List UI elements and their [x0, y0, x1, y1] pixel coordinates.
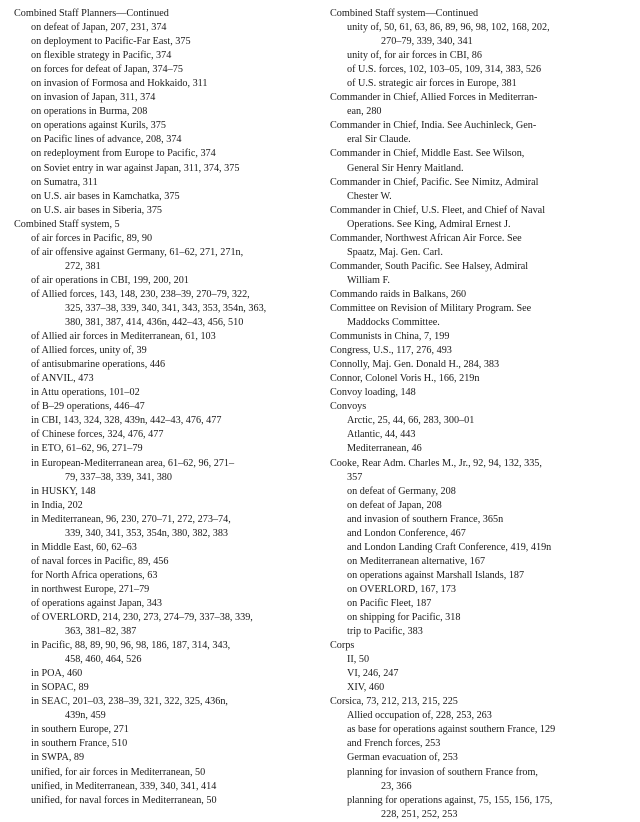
index-subentry-in-india-202 [14, 499, 314, 513]
entry-text: in India, 202 [31, 499, 83, 511]
entry-text: Connolly, Maj. Gen. Donald H., 284, 383 [330, 359, 500, 371]
entry-text: on defeat of Japan, 207, 231, 374 [31, 22, 167, 34]
entry-continuation: William F. [347, 274, 390, 286]
index-subentry-for-north-africa-operations-63 [14, 569, 314, 583]
entry-text: as base for operations against southern France, 129 [347, 724, 556, 736]
index-subentry-of-air-operations-in-cbi-199-200-201 [14, 274, 314, 288]
index-subentry-in-husky-148 [14, 485, 314, 499]
entry-text: unified, in Mediterranean, 339, 340, 341, 414 [31, 780, 217, 792]
entry-text: and French forces, 253 [347, 738, 441, 750]
index-subentry-in-pacific-88-89-90-96-98-186-187-314-34 [14, 639, 314, 667]
index-subentry-on-flexible-strategy-in-pacific-374 [14, 49, 314, 63]
entry-text: in southern France, 510 [31, 738, 128, 750]
entry-continuation: 363, 381–82, 387 [65, 626, 137, 638]
index-heading-corsica-73-212-213-215-225 [330, 695, 630, 709]
index-heading-combined-staff-system-continued [330, 7, 630, 21]
entry-text: on defeat of Japan, 208 [347, 499, 442, 511]
index-subentry-on-mediterranean-alternative-167 [330, 555, 630, 569]
entry-text: on U.S. air bases in Siberia, 375 [31, 204, 163, 216]
index-subentry-allied-occupation-of-228-253-263 [330, 709, 630, 723]
entry-text: Commander in Chief, U.S. Fleet, and Chief of Naval [330, 204, 546, 216]
entry-text: on OVERLORD, 167, 173 [347, 583, 456, 595]
entry-continuation: 380, 381, 387, 414, 436n, 442–43, 456, 510 [65, 317, 244, 329]
entry-text: in northwest Europe, 271–79 [31, 583, 150, 595]
entry-text: Communists in China, 7, 199 [330, 331, 450, 343]
entry-continuation: 458, 460, 464, 526 [65, 654, 142, 666]
index-subentry-on-defeat-of-germany-208 [330, 485, 630, 499]
entry-text: Commander, South Pacific. See Halsey, Admiral [330, 260, 529, 272]
index-subentry-on-soviet-entry-in-war-against-japan-311 [14, 162, 314, 176]
index-subentry-of-anvil-473 [14, 372, 314, 386]
entry-text: Cooke, Rear Adm. Charles M., Jr., 92, 94, 132, 335, [330, 457, 542, 469]
index-subentry-and-london-landing-craft-conference-419- [330, 541, 630, 555]
index-subentry-in-eto-61-62-96-271-79 [14, 442, 314, 456]
entry-text: in SEAC, 201–03, 238–39, 321, 322, 325, 436n, [31, 696, 228, 708]
entry-continuation: eral Sir Claude. [347, 134, 411, 146]
index-subentry-of-allied-air-forces-in-mediterranean-61 [14, 330, 314, 344]
index-subentry-of-overlord-214-230-273-274-79-337-38-33 [14, 611, 314, 639]
index-subentry-unity-of-for-air-forces-in-cbi-86 [330, 49, 630, 63]
index-subentry-vi-246-247 [330, 667, 630, 681]
index-subentry-on-defeat-of-japan-207-231-374 [14, 21, 314, 35]
index-subentry-of-air-offensive-against-germany-61-62-2 [14, 246, 314, 274]
entry-text: unity of, for air forces in CBI, 86 [347, 50, 482, 62]
index-subentry-on-overlord-167-173 [330, 583, 630, 597]
index-subentry-in-mediterranean-96-230-270-71-272-273-7 [14, 513, 314, 541]
entry-text: of B–29 operations, 446–47 [31, 401, 145, 413]
entry-text: German evacuation of, 253 [347, 752, 458, 764]
entry-text: trip to Pacific, 383 [347, 626, 423, 638]
entry-text: on Soviet entry in war against Japan, 311, 374, 375 [31, 162, 240, 174]
index-subentry-xiv-460 [330, 681, 630, 695]
entry-text: of air operations in CBI, 199, 200, 201 [31, 274, 189, 286]
entry-continuation: Spaatz, Maj. Gen. Carl. [347, 246, 443, 258]
index-subentry-as-base-for-operations-against-southern- [330, 723, 630, 737]
entry-text: on Pacific lines of advance, 208, 374 [31, 134, 182, 146]
entry-continuation: Maddocks Committee. [347, 317, 440, 329]
index-subentry-and-french-forces-253 [330, 737, 630, 751]
index-subentry-on-operations-against-kurils-375 [14, 119, 314, 133]
entry-continuation: 79, 337–38, 339, 341, 380 [65, 471, 172, 483]
index-subentry-in-sopac-89 [14, 681, 314, 695]
entry-text: on Pacific Fleet, 187 [347, 597, 432, 609]
index-subentry-on-deployment-to-pacific-far-east-375 [14, 35, 314, 49]
entry-text: Commander in Chief, India. See Auchinleck, Gen- [330, 120, 537, 132]
index-heading-connolly-maj-gen-donald-h-284-383 [330, 358, 630, 372]
index-subentry-on-invasion-of-formosa-and-hokkaido-311 [14, 77, 314, 91]
entry-text: in Middle East, 60, 62–63 [31, 541, 137, 553]
entry-text: planning for operations against, 75, 155, 156, 175, [347, 794, 553, 806]
index-subentry-on-redeployment-from-europe-to-pacific-3 [14, 147, 314, 161]
entry-text: of Chinese forces, 324, 476, 477 [31, 429, 164, 441]
index-subentry-in-cbi-143-324-328-439n-442-43-476-477 [14, 414, 314, 428]
entry-text: of air forces in Pacific, 89, 90 [31, 232, 153, 244]
index-subentry-on-u-s-air-bases-in-kamchatka-375 [14, 190, 314, 204]
entry-text: in CBI, 143, 324, 328, 439n, 442–43, 476, 477 [31, 415, 222, 427]
entry-text: planning for invasion of southern France from, [347, 766, 538, 778]
entry-text: Combined Staff system—Continued [330, 8, 479, 19]
entry-text: of operations against Japan, 343 [31, 597, 162, 609]
index-subentry-in-northwest-europe-271-79 [14, 583, 314, 597]
entry-continuation: 23, 366 [381, 780, 412, 792]
entry-text: for North Africa operations, 63 [31, 569, 158, 581]
entry-text: of Allied forces, unity of, 39 [31, 345, 147, 357]
index-subentry-on-invasion-of-japan-311-374 [14, 91, 314, 105]
index-subentry-on-defeat-of-japan-208 [330, 499, 630, 513]
entry-text: on flexible strategy in Pacific, 374 [31, 50, 172, 62]
index-subentry-and-invasion-of-southern-france-365n [330, 513, 630, 527]
entry-text: in Attu operations, 101–02 [31, 387, 140, 399]
entry-text: in HUSKY, 148 [31, 485, 96, 497]
index-heading-commander-northwest-african-air-force-se [330, 232, 630, 260]
entry-continuation: 272, 381 [65, 260, 101, 272]
index-column-left [14, 7, 314, 808]
entry-continuation: 357 [347, 471, 363, 483]
index-subentry-of-chinese-forces-324-476-477 [14, 428, 314, 442]
index-subentry-on-forces-for-defeat-of-japan-374-75 [14, 63, 314, 77]
entry-text: on defeat of Germany, 208 [347, 485, 456, 497]
entry-text: on invasion of Japan, 311, 374 [31, 92, 156, 104]
entry-text: Committee on Revision of Military Program. See [330, 302, 532, 314]
entry-continuation: 325, 337–38, 339, 340, 341, 343, 353, 354n, 363, [65, 302, 267, 314]
entry-text: in Mediterranean, 96, 230, 270–71, 272, 273–74, [31, 513, 231, 525]
index-subentry-atlantic-44-443 [330, 428, 630, 442]
entry-text: Convoy loading, 148 [330, 387, 416, 399]
entry-continuation: General Sir Henry Maitland. [347, 162, 464, 174]
index-subentry-in-southern-europe-271 [14, 723, 314, 737]
entry-text: unified, for air forces in Mediterranean, 50 [31, 766, 206, 778]
entry-text: in Pacific, 88, 89, 90, 96, 98, 186, 187, 314, 343, [31, 640, 231, 652]
index-subentry-in-swpa-89 [14, 751, 314, 765]
entry-text: Mediterranean, 46 [347, 443, 422, 455]
entry-text: on forces for defeat of Japan, 374–75 [31, 64, 183, 76]
index-subentry-mediterranean-46 [330, 442, 630, 456]
entry-text: on deployment to Pacific-Far East, 375 [31, 36, 191, 48]
entry-text: Commander, Northwest African Air Force. See [330, 232, 522, 244]
index-subentry-of-operations-against-japan-343 [14, 597, 314, 611]
entry-continuation: Operations. See King, Admiral Ernest J. [347, 218, 511, 230]
index-heading-commander-in-chief-pacific-see-nimitz-ad [330, 176, 630, 204]
entry-continuation: ean, 280 [347, 106, 382, 118]
index-subentry-unity-of-50-61-63-86-89-96-98-102-168-20 [330, 21, 630, 49]
index-subentry-in-poa-460 [14, 667, 314, 681]
entry-text: unity of, 50, 61, 63, 86, 89, 96, 98, 102, 168, 202, [347, 22, 550, 34]
index-subentry-arctic-25-44-66-283-300-01 [330, 414, 630, 428]
entry-text: in SOPAC, 89 [31, 682, 89, 694]
index-subentry-on-pacific-fleet-187 [330, 597, 630, 611]
entry-text: of U.S. forces, 102, 103–05, 109, 314, 383, 526 [347, 64, 542, 76]
entry-text: in European-Mediterranean area, 61–62, 96, 271– [31, 457, 235, 469]
entry-continuation: 270–79, 339, 340, 341 [381, 36, 473, 48]
entry-text: on Mediterranean alternative, 167 [347, 555, 486, 567]
entry-text: II, 50 [347, 654, 370, 666]
entry-text: Commander in Chief, Middle East. See Wilson, [330, 148, 525, 160]
entry-text: Corps [330, 640, 355, 652]
entry-text: Combined Staff system, 5 [14, 218, 120, 230]
entry-text: of antisubmarine operations, 446 [31, 359, 166, 371]
index-heading-corps [330, 639, 630, 653]
index-subentry-german-evacuation-of-253 [330, 751, 630, 765]
index-heading-commander-in-chief-middle-east-see-wilso [330, 147, 630, 175]
entry-text: in southern Europe, 271 [31, 724, 129, 736]
entry-text: on Sumatra, 311 [31, 176, 98, 188]
index-subentry-trip-to-pacific-383 [330, 625, 630, 639]
entry-text: XIV, 460 [347, 682, 385, 694]
index-heading-commander-in-chief-allied-forces-in-medi [330, 91, 630, 119]
entry-text: in ETO, 61–62, 96, 271–79 [31, 443, 143, 455]
entry-text: of ANVIL, 473 [31, 373, 94, 385]
entry-text: Allied occupation of, 228, 253, 263 [347, 710, 492, 722]
entry-text: on operations against Marshall Islands, 187 [347, 569, 525, 581]
entry-text: of naval forces in Pacific, 89, 456 [31, 555, 169, 567]
entry-text: and invasion of southern France, 365n [347, 513, 504, 525]
entry-continuation: 228, 251, 252, 253 [381, 808, 458, 820]
index-heading-cooke-rear-adm-charles-m-jr-92-94-132-33 [330, 457, 630, 485]
index-heading-committee-on-revision-of-military-progra [330, 302, 630, 330]
index-subentry-of-u-s-forces-102-103-05-109-314-383-526 [330, 63, 630, 77]
index-subentry-unified-in-mediterranean-339-340-341-414 [14, 780, 314, 794]
entry-text: Atlantic, 44, 443 [347, 429, 416, 441]
index-subentry-on-sumatra-311 [14, 176, 314, 190]
entry-text: and London Landing Craft Conference, 419, 419n [347, 541, 552, 553]
entry-text: unified, for naval forces in Mediterranean, 50 [31, 794, 217, 806]
entry-text: on U.S. air bases in Kamchatka, 375 [31, 190, 180, 202]
index-subentry-of-allied-forces-143-148-230-238-39-270- [14, 288, 314, 330]
entry-text: VI, 246, 247 [347, 668, 399, 680]
index-subentry-on-operations-against-marshall-islands-1 [330, 569, 630, 583]
index-subentry-unified-for-air-forces-in-mediterranean- [14, 766, 314, 780]
entry-text: on invasion of Formosa and Hokkaido, 311 [31, 78, 208, 90]
entry-text: of Allied forces, 143, 148, 230, 238–39, 270–79, 322, [31, 288, 250, 300]
index-column-right [330, 7, 630, 822]
index-subentry-of-antisubmarine-operations-446 [14, 358, 314, 372]
entry-text: Combined Staff Planners—Continued [14, 8, 169, 19]
index-subentry-ii-50 [330, 653, 630, 667]
index-heading-convoys [330, 400, 630, 414]
entry-continuation: 339, 340, 341, 353, 354n, 380, 382, 383 [65, 527, 228, 539]
entry-text: of Allied air forces in Mediterranean, 61, 103 [31, 331, 216, 343]
index-subentry-on-operations-in-burma-208 [14, 105, 314, 119]
index-subentry-unified-for-naval-forces-in-mediterranea [14, 794, 314, 808]
entry-text: Commando raids in Balkans, 260 [330, 288, 467, 300]
index-heading-commander-south-pacific-see-halsey-admir [330, 260, 630, 288]
entry-text: in SWPA, 89 [31, 752, 85, 764]
entry-continuation: 439n, 459 [65, 710, 106, 722]
index-subentry-in-seac-201-03-238-39-321-322-325-436n [14, 695, 314, 723]
entry-text: on redeployment from Europe to Pacific, 374 [31, 148, 216, 160]
index-subentry-of-u-s-strategic-air-forces-in-europe-38 [330, 77, 630, 91]
index-heading-connor-colonel-voris-h-166-219n [330, 372, 630, 386]
entry-text: in POA, 460 [31, 668, 83, 680]
entry-text: of air offensive against Germany, 61–62, 271, 271n, [31, 246, 244, 258]
index-subentry-and-london-conference-467 [330, 527, 630, 541]
entry-text: of U.S. strategic air forces in Europe, 381 [347, 78, 517, 90]
index-heading-commander-in-chief-india-see-auchinleck- [330, 119, 630, 147]
index-subentry-of-b-29-operations-446-47 [14, 400, 314, 414]
index-subentry-in-southern-france-510 [14, 737, 314, 751]
entry-text: Congress, U.S., 117, 276, 493 [330, 345, 452, 357]
index-subentry-in-attu-operations-101-02 [14, 386, 314, 400]
entry-text: and London Conference, 467 [347, 527, 466, 539]
entry-text: Arctic, 25, 44, 66, 283, 300–01 [347, 415, 475, 427]
entry-continuation: Chester W. [347, 190, 392, 202]
entry-text: Convoys [330, 401, 367, 413]
index-subentry-on-u-s-air-bases-in-siberia-375 [14, 204, 314, 218]
index-heading-commander-in-chief-u-s-fleet-and-chief-o [330, 204, 630, 232]
entry-text: on operations against Kurils, 375 [31, 120, 166, 132]
index-heading-communists-in-china-7-199 [330, 330, 630, 344]
entry-text: Corsica, 73, 212, 213, 215, 225 [330, 696, 458, 708]
index-heading-congress-u-s-117-276-493 [330, 344, 630, 358]
entry-text: Commander in Chief, Allied Forces in Mediterran- [330, 92, 538, 104]
index-subentry-in-european-mediterranean-area-61-62-96- [14, 457, 314, 485]
index-heading-combined-staff-system-5 [14, 218, 314, 232]
index-subentry-of-allied-forces-unity-of-39 [14, 344, 314, 358]
index-subentry-on-pacific-lines-of-advance-208-374 [14, 133, 314, 147]
index-subentry-of-naval-forces-in-pacific-89-456 [14, 555, 314, 569]
index-heading-combined-staff-planners-continued [14, 7, 314, 21]
index-subentry-of-air-forces-in-pacific-89-90 [14, 232, 314, 246]
entry-text: Commander in Chief, Pacific. See Nimitz, Admiral [330, 176, 539, 188]
entry-text: on shipping for Pacific, 318 [347, 612, 461, 624]
index-subentry-planning-for-invasion-of-southern-france [330, 766, 630, 794]
index-heading-commando-raids-in-balkans-260 [330, 288, 630, 302]
entry-text: Connor, Colonel Voris H., 166, 219n [330, 373, 480, 385]
entry-text: of OVERLORD, 214, 230, 273, 274–79, 337–38, 339, [31, 612, 253, 624]
index-subentry-on-shipping-for-pacific-318 [330, 611, 630, 625]
index-heading-convoy-loading-148 [330, 386, 630, 400]
entry-text: on operations in Burma, 208 [31, 106, 148, 118]
index-subentry-in-middle-east-60-62-63 [14, 541, 314, 555]
